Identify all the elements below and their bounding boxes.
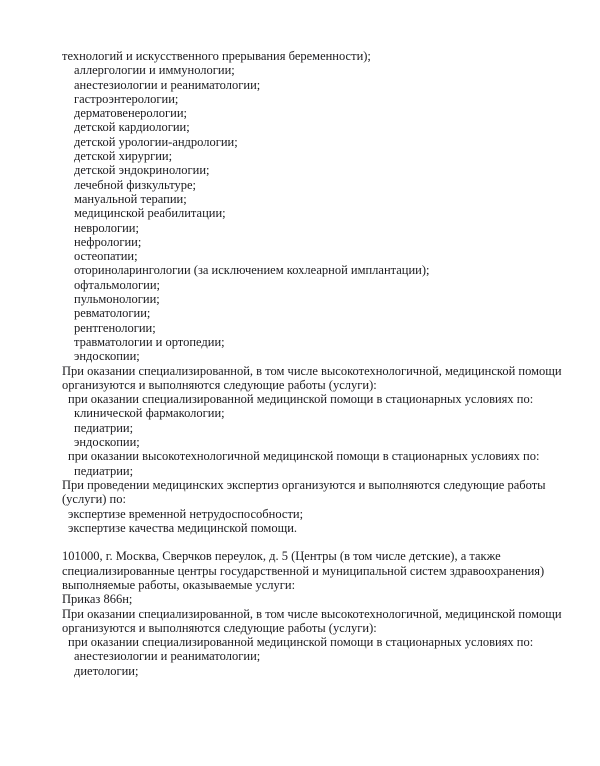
text-line: диетологии; [74,663,139,678]
text-line: При оказании специализированной, в том числе высокотехнологичной, медицинской помощи [62,363,562,378]
text-line: травматологии и ортопедии; [74,334,225,349]
text-line: остеопатии; [74,249,138,264]
text-line: неврологии; [74,220,139,235]
text-line: при оказании специализированной медицинской помощи в стационарных условиях по: [68,635,534,650]
text-line: (услуги) по: [62,492,126,507]
text-line: оториноларингологии (за исключением кохлеарной имплантации); [74,263,430,278]
text-line: педиатрии; [74,420,134,435]
text-line: анестезиологии и реаниматологии; [74,649,261,664]
text-line: организуются и выполняются следующие работы (услуги): [62,620,377,635]
text-line: педиатрии; [74,463,134,478]
text-line: специализированные центры государственной и муниципальной систем здравоохранения) [62,563,545,578]
text-line: аллергологии и иммунологии; [74,63,235,78]
text-line: экспертизе временной нетрудоспособности; [68,506,304,521]
text-line: лечебной физкультуре; [74,177,197,192]
text-line: гастроэнтерологии; [74,91,179,106]
text-line: 101000, г. Москва, Сверчков переулок, д. 5 (Центры (в том числе детские), а также [62,549,501,564]
text-line: организуются и выполняются следующие работы (услуги): [62,377,377,392]
text-line: детской урологии-андрологии; [74,134,238,149]
text-line: рентгенологии; [74,320,156,335]
text-line: детской хирургии; [74,149,173,164]
text-line: выполняемые работы, оказываемые услуги: [62,577,296,592]
text-line: офтальмологии; [74,277,161,292]
text-line: эндоскопии; [74,435,140,450]
text-line: медицинской реабилитации; [74,206,226,221]
text-line: пульмонологии; [74,292,160,307]
text-line: Приказ 866н; [62,592,133,607]
text-line: детской кардиологии; [74,120,190,135]
text-line: мануальной терапии; [74,191,187,206]
document-text-block [62,49,562,678]
text-line: дерматовенерологии; [74,106,187,121]
text-line: детской эндокринологии; [74,163,210,178]
text-line: при оказании высокотехнологичной медицинской помощи в стационарных условиях по: [68,449,540,464]
text-line: ревматологии; [74,306,151,321]
text-line: эндоскопии; [74,349,140,364]
text-line: технологий и искусственного прерывания беременности); [62,49,371,63]
text-line: анестезиологии и реаниматологии; [74,77,261,92]
blank-line [62,535,562,549]
text-line: клинической фармакологии; [74,406,225,421]
text-line: При оказании специализированной, в том числе высокотехнологичной, медицинской помощи [62,606,562,621]
text-line: нефрологии; [74,234,142,249]
text-line: при оказании специализированной медицинской помощи в стационарных условиях по: [68,392,534,407]
text-line: экспертизе качества медицинской помощи. [68,520,298,535]
text-line: При проведении медицинских экспертиз организуются и выполняются следующие работы [62,477,546,492]
